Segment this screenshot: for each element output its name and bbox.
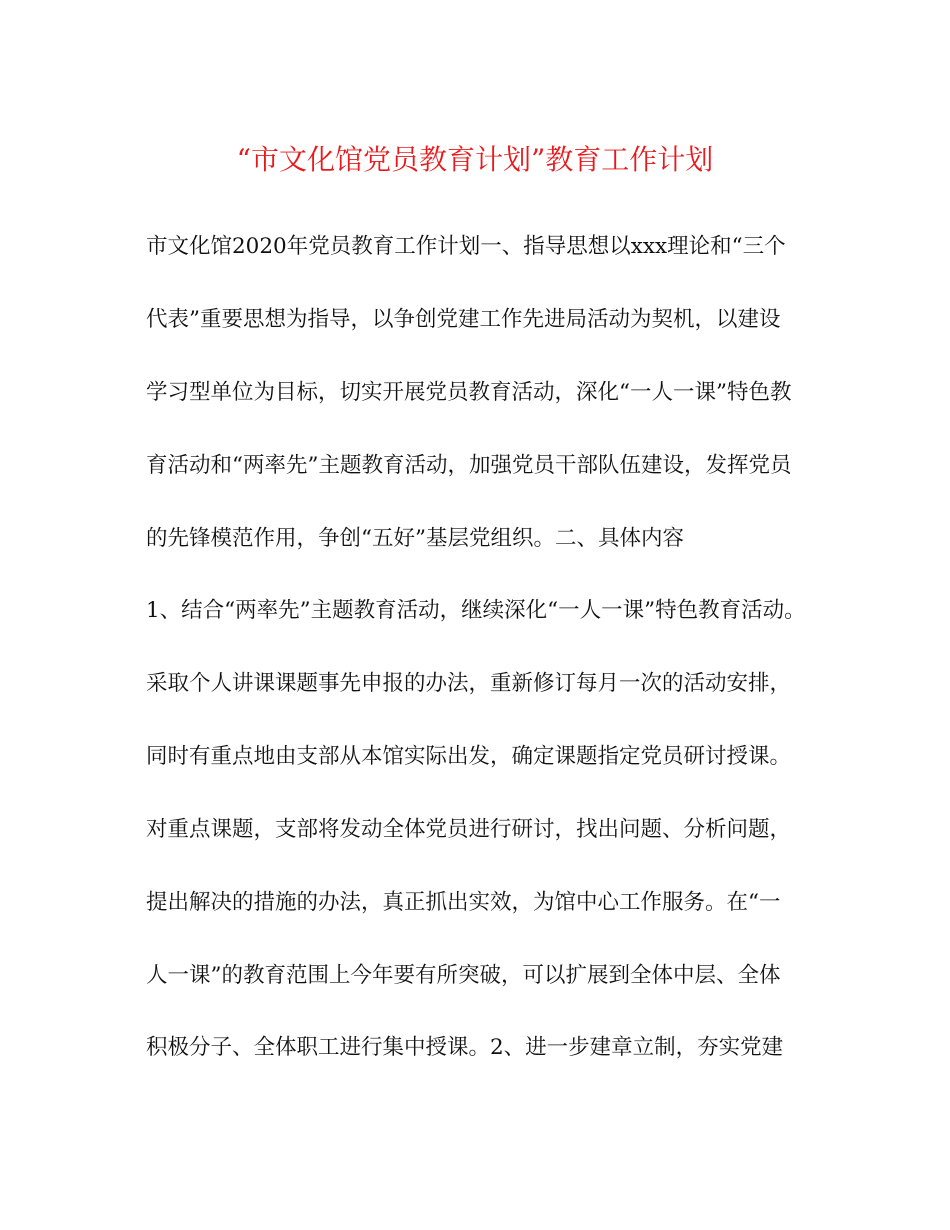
body-text-line: 的先锋模范作用，争创“五好”基层党组织。二、具体内容 xyxy=(146,526,684,551)
body-text-line: 育活动和“两率先”主题教育活动，加强党员干部队伍建设，发挥党员 xyxy=(146,453,792,478)
body-text-line: 提出解决的措施的办法，真正抓出实效，为馆中心工作服务。在“一 xyxy=(146,890,781,915)
body-text-line: 积极分子、全体职工进行集中授课。2、进一步建章立制，夯实党建 xyxy=(146,1035,784,1060)
body-text-line: 对重点课题，支部将发动全体党员进行研讨，找出问题、分析问题， xyxy=(146,817,792,842)
body-text-line: 人一课”的教育范围上今年要有所突破，可以扩展到全体中层、全体 xyxy=(146,963,781,988)
body-text-line: 1、结合“两率先”主题教育活动，继续深化“一人一课”特色教育活动。 xyxy=(146,598,806,623)
document-title: “市文化馆党员教育计划”教育工作计划 xyxy=(236,143,714,176)
body-text-line: 代表”重要思想为指导，以争创党建工作先进局活动为契机，以建设 xyxy=(146,307,781,332)
body-text-line: 学习型单位为目标，切实开展党员教育活动，深化“一人一课”特色教 xyxy=(146,380,792,405)
body-text-line: 市文化馆2020年党员教育工作计划一、指导思想以xxx理论和“三个 xyxy=(146,234,786,259)
body-text-line: 同时有重点地由支部从本馆实际出发，确定课题指定党员研讨授课。 xyxy=(146,744,792,769)
body-text-line: 采取个人讲课课题事先申报的办法，重新修订每月一次的活动安排， xyxy=(146,671,792,696)
